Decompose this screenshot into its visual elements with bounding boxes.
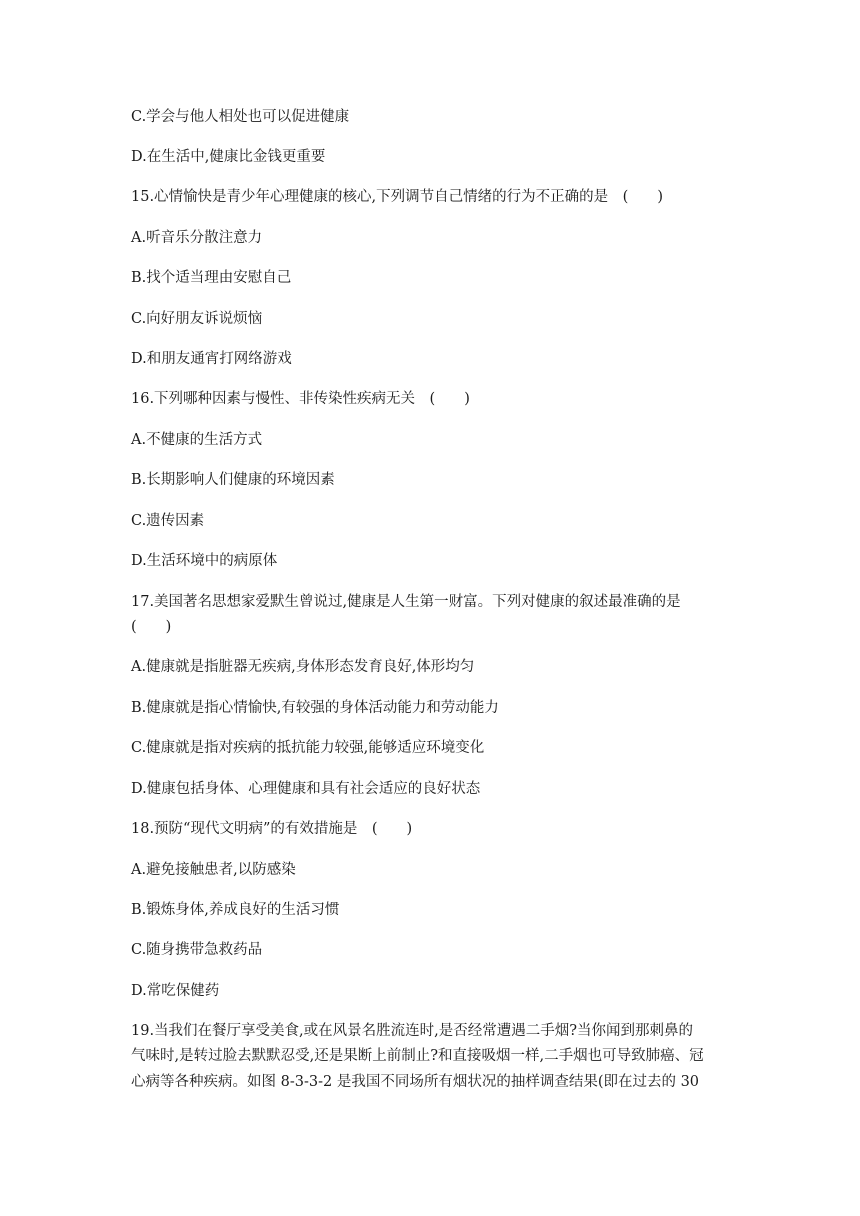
option-18d: D.常吃保健药 (131, 983, 220, 999)
option-15c: C.向好朋友诉说烦恼 (131, 311, 263, 327)
question-19-line-2: 气味时,是转过脸去默默忍受,还是果断上前制止?和直接吸烟一样,二手烟也可导致肺癌、冠 (131, 1048, 704, 1064)
option-16d: D.生活环境中的病原体 (131, 553, 278, 569)
option-18c: C.随身携带急救药品 (131, 942, 263, 958)
option-18b: B.锻炼身体,养成良好的生活习惯 (131, 902, 340, 918)
option-16c: C.遗传因素 (131, 513, 205, 529)
option-17a: A.健康就是指脏器无疾病,身体形态发育良好,体形均匀 (131, 659, 475, 675)
option-16b: B.长期影响人们健康的环境因素 (131, 472, 335, 488)
option-17b: B.健康就是指心情愉快,有较强的身体活动能力和劳动能力 (131, 700, 499, 716)
option-14d: D.在生活中,健康比金钱更重要 (131, 149, 326, 165)
question-16: 16.下列哪种因素与慢性、非传染性疾病无关 ( ) (131, 391, 470, 407)
question-17: 17.美国著名思想家爱默生曾说过,健康是人生第一财富。下列对健康的叙述最准确的是 (131, 594, 681, 610)
option-17c: C.健康就是指对疾病的抵抗能力较强,能够适应环境变化 (131, 740, 485, 756)
option-15d: D.和朋友通宵打网络游戏 (131, 351, 292, 367)
option-14c: C.学会与他人相处也可以促进健康 (131, 109, 350, 125)
option-15a: A.听音乐分散注意力 (131, 230, 263, 246)
question-19-line-1: 19.当我们在餐厅享受美食,或在风景名胜流连时,是否经常遭遇二手烟?当你闻到那刺鼻的 (131, 1023, 694, 1039)
question-17-blank: ( ) (131, 619, 172, 635)
question-15: 15.心情愉快是青少年心理健康的核心,下列调节自己情绪的行为不正确的是 ( ) (131, 189, 663, 205)
option-18a: A.避免接触患者,以防感染 (131, 862, 296, 878)
option-15b: B.找个适当理由安慰自己 (131, 270, 292, 286)
question-18: 18.预防“现代文明病”的有效措施是 ( ) (131, 821, 413, 837)
option-17d: D.健康包括身体、心理健康和具有社会适应的良好状态 (131, 781, 481, 797)
question-19-line-3: 心病等各种疾病。如图 8-3-3-2 是我国不同场所有烟状况的抽样调查结果(即在过去的 30 (131, 1074, 700, 1090)
option-16a: A.不健康的生活方式 (131, 432, 263, 448)
